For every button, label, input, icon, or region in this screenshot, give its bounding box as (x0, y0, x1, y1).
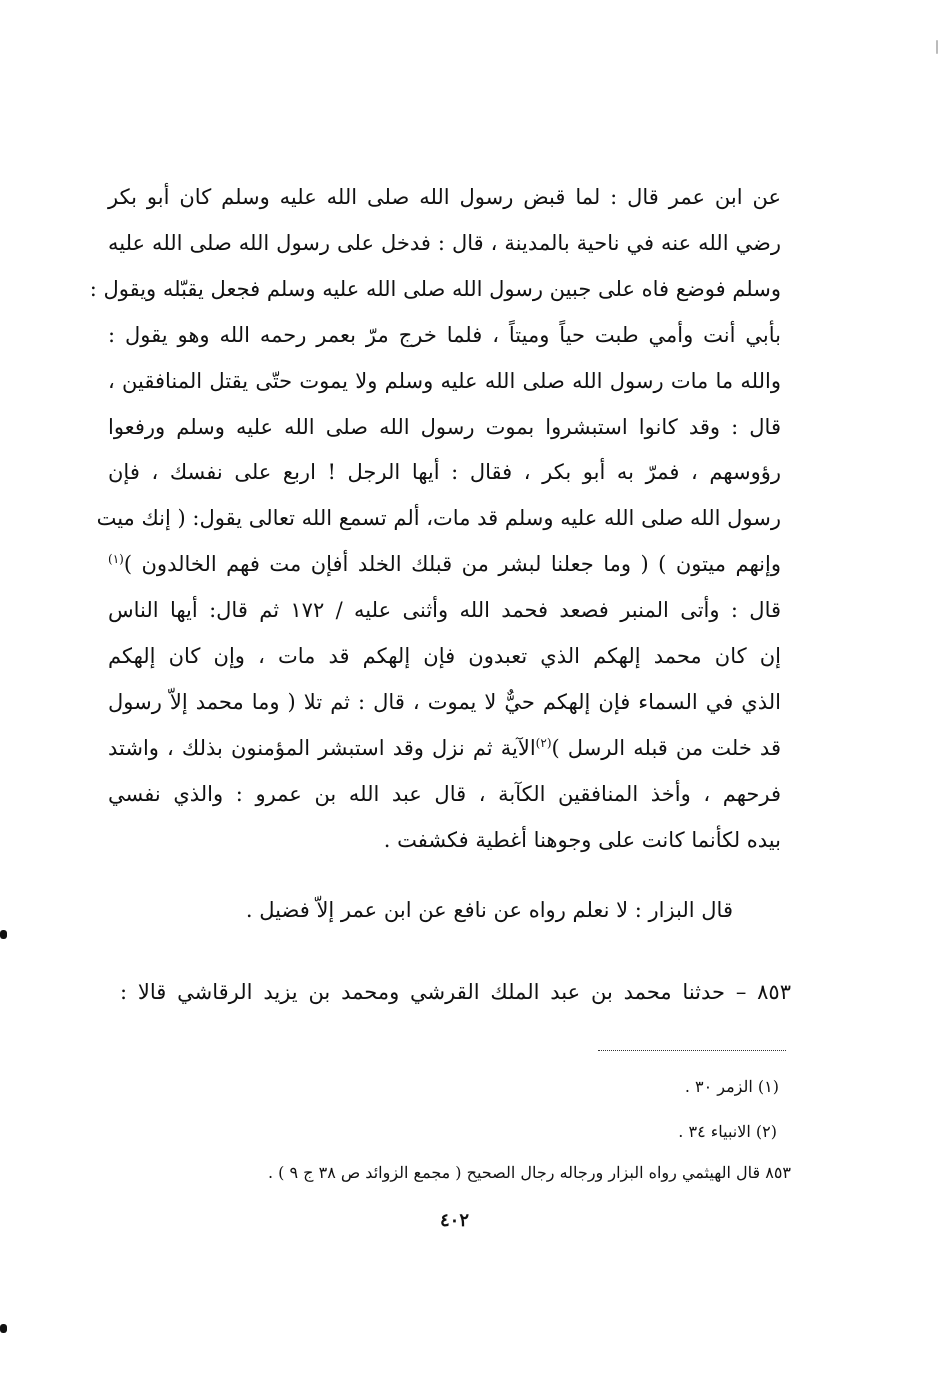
scan-mark (0, 930, 7, 939)
footnote-1: (١) الزمر ٣٠ . (684, 1077, 779, 1096)
text-line-9-content: وإنهم ميتون ) ( وما جعلنا لبشر من قبلك الخلد أفإن مت فهم الخالدون ) (123, 552, 781, 577)
footnote-2: (٢) الانبياء ٣٤ . (678, 1122, 777, 1141)
footnote-853: ٨٥٣ قال الهيثمي رواه البزار ورجاله رجال الصحيح ( مجمع الزوائد ص ٣٨ ج ٩ ) . (268, 1163, 791, 1182)
text-line-2: رضي الله عنه في ناحية بالمدينة ، قال : فدخل على رسول الله صلى الله عليه (108, 230, 781, 255)
text-line-13-content-b: الآية ثم نزل وقد استبشر المؤمنون بذلك ، واشتد (108, 735, 536, 760)
text-line-3: وسلم فوضع فاه على جبين رسول الله صلى الله عليه وسلم فجعل يقبّله ويقول : (89, 276, 781, 301)
text-line-12: الذي في السماء فإن إلهكم حيٌّ لا يموت ، قال : ثم تلا ( وما محمد إلاّ رسول (108, 689, 781, 714)
text-line-6: قال : وقد كانوا استبشروا بموت رسول الله صلى الله عليه وسلم ورفعوا (108, 414, 781, 439)
text-line-13 (108, 726, 781, 772)
hadith-853-heading: ٨٥٣ – حدثنا محمد بن عبد الملك القرشي ومحمد بن يزيد الرقاشي قالا : (120, 980, 791, 1004)
text-line-14: فرحهم ، وأخذ المنافقين الكآبة ، قال عبد الله بن عمرو : والذي نفسي (108, 781, 781, 806)
text-line-7: رؤوسهم ، فمرّ به أبو بكر ، فقال : أيها الرجل ! اربع على نفسك ، فإن (108, 460, 781, 485)
footnote-divider (598, 1050, 786, 1051)
text-line-5: والله ما مات رسول الله صلى الله عليه وسلم ولا يموت حتّى يقتل المنافقين ، (108, 368, 781, 393)
text-line-4: بأبي أنت وأمي طبت حياً وميتاً ، فلما خرج مرّ بعمر رحمه الله وهو يقول : (108, 322, 781, 347)
text-line-10: قال : وأتى المنبر فصعد فحمد الله وأثنى عليه / ١٧٢ ثم قال: أيها الناس (108, 598, 782, 623)
text-line-1: عن ابن عمر قال : لما قبض رسول الله صلى الله عليه وسلم كان أبو بكر (108, 185, 781, 209)
text-line-11: إن كان محمد إلهكم الذي تعبدون فإن إلهكم قد مات ، وإن كان إلهكم (108, 644, 781, 669)
footnote-ref-2: (٢) (535, 735, 552, 750)
text-line-13-content-a: قد خلت من قبله الرسل ) (551, 735, 781, 760)
text-line-15: بيده لكأنما كانت على وجوهنا أغطية فكشفت . (383, 827, 781, 852)
main-text-block (89, 175, 782, 864)
text-line-9 (108, 542, 781, 588)
text-line-8: رسول الله صلى الله عليه وسلم قد مات، ألم تسمع الله تعالى يقول: ( إنك ميت (96, 506, 781, 531)
bazzar-note: قال البزار : لا نعلم رواه عن نافع عن ابن عمر إلاّ فضيل . (245, 898, 733, 922)
scan-mark (936, 40, 938, 54)
scan-mark (0, 1324, 7, 1333)
page-number: ٤٠٢ (440, 1210, 470, 1231)
footnote-ref-1: (١) (108, 552, 124, 567)
